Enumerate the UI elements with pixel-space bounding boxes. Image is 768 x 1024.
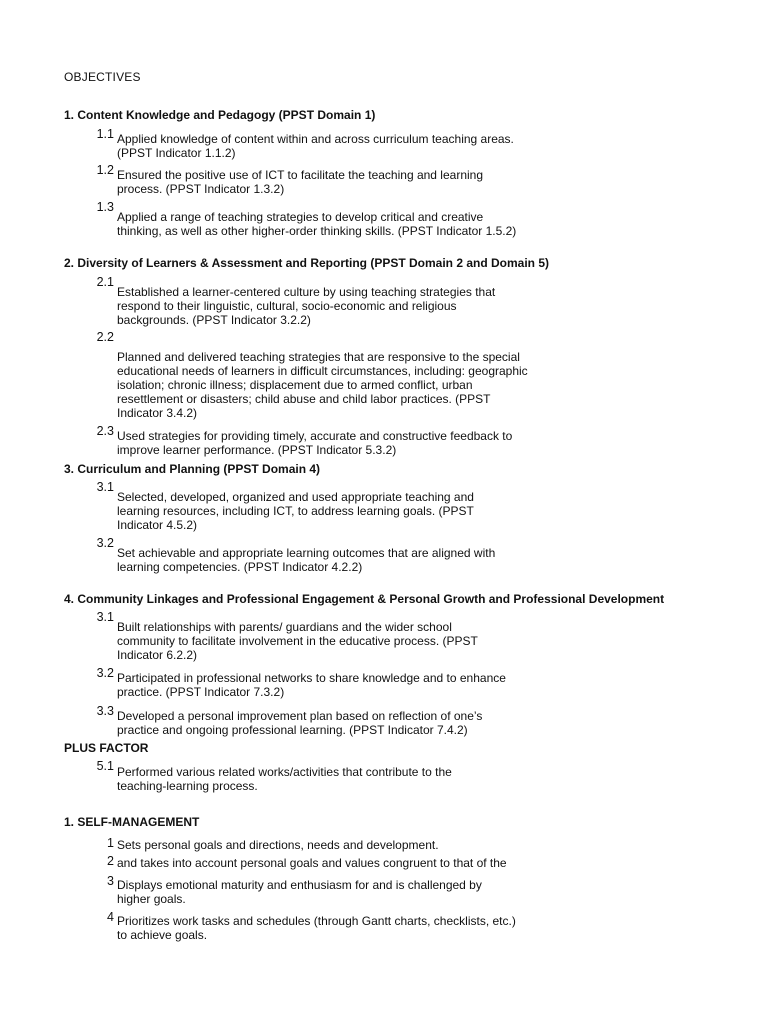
item-text: and takes into account personal goals and values congruent to that of the — [117, 856, 507, 870]
page-title: OBJECTIVES — [64, 70, 141, 84]
item-text: Used strategies for providing timely, accurate and constructive feedback to improve learner performance. (PPST Indicator 5.3.2) — [117, 429, 513, 457]
section-heading: 1. Content Knowledge and Pedagogy (PPST Domain 1) — [64, 108, 376, 122]
item-number: 3.1 — [96, 610, 114, 624]
item-text: Applied a range of teaching strategies to develop critical and creative thinking, as well as other higher-order thinking skills. (PPST Indicator 1.5.2) — [117, 210, 517, 238]
item-number: 5.1 — [96, 759, 114, 773]
item-text: Built relationships with parents/ guardians and the wider school community to facilitate involvement in the educative process. (PPST Indicator 6.2.2) — [117, 620, 478, 662]
item-number: 1.2 — [96, 163, 114, 177]
item-text: Sets personal goals and directions, needs and development. — [117, 838, 439, 852]
item-text: Performed various related works/activities that contribute to the teaching-learning process. — [117, 765, 452, 793]
section-heading: 3. Curriculum and Planning (PPST Domain 4) — [64, 462, 321, 476]
item-text: Developed a personal improvement plan based on reflection of one’s practice and ongoing professional learning. (PPST Indicator 7.4.2) — [117, 709, 483, 737]
section-heading: PLUS FACTOR — [64, 741, 149, 755]
item-number: 2 — [107, 854, 114, 868]
item-text: Participated in professional networks to share knowledge and to enhance practice. (PPST Indicator 7.3.2) — [117, 671, 506, 699]
item-number: 3.1 — [96, 480, 114, 494]
item-text: Selected, developed, organized and used appropriate teaching and learning resources, including ICT, to address learning goals. (PPST Indicator 4.5.2) — [117, 490, 474, 532]
item-number: 3.2 — [96, 536, 114, 550]
section-heading: 1. SELF-MANAGEMENT — [64, 815, 200, 829]
item-text: Prioritizes work tasks and schedules (through Gantt charts, checklists, etc.) to achieve goals. — [117, 914, 516, 942]
item-number: 3.2 — [96, 666, 114, 680]
item-text: Planned and delivered teaching strategies that are responsive to the special educational needs of learners in difficult circumstances, including: geographic isolation; chronic illness; displacement due to armed conflict, urban resettlement or disasters; child abuse and child labor practices. (PPST Indicator 3.4.2) — [117, 350, 528, 420]
item-text: Displays emotional maturity and enthusiasm for and is challenged by higher goals. — [117, 878, 482, 906]
section-heading: 4. Community Linkages and Professional Engagement & Personal Growth and Professional Development — [64, 592, 665, 606]
item-text: Established a learner-centered culture by using teaching strategies that respond to their linguistic, cultural, socio-economic and religious backgrounds. (PPST Indicator 3.2.2) — [117, 285, 496, 327]
item-number: 2.2 — [96, 330, 114, 344]
item-number: 3 — [107, 874, 114, 888]
item-number: 1 — [107, 836, 114, 850]
item-text: Applied knowledge of content within and across curriculum teaching areas. (PPST Indicator 1.1.2) — [117, 132, 514, 160]
item-number: 1.3 — [96, 200, 114, 214]
item-text: Set achievable and appropriate learning outcomes that are aligned with learning competencies. (PPST Indicator 4.2.2) — [117, 546, 496, 574]
item-number: 2.1 — [96, 275, 114, 289]
item-number: 4 — [107, 910, 114, 924]
item-number: 3.3 — [96, 704, 114, 718]
item-text: Ensured the positive use of ICT to facilitate the teaching and learning process. (PPST Indicator 1.3.2) — [117, 168, 484, 196]
item-number: 1.1 — [96, 127, 114, 141]
section-heading: 2. Diversity of Learners & Assessment and Reporting (PPST Domain 2 and Domain 5) — [64, 256, 550, 270]
item-number: 2.3 — [96, 424, 114, 438]
